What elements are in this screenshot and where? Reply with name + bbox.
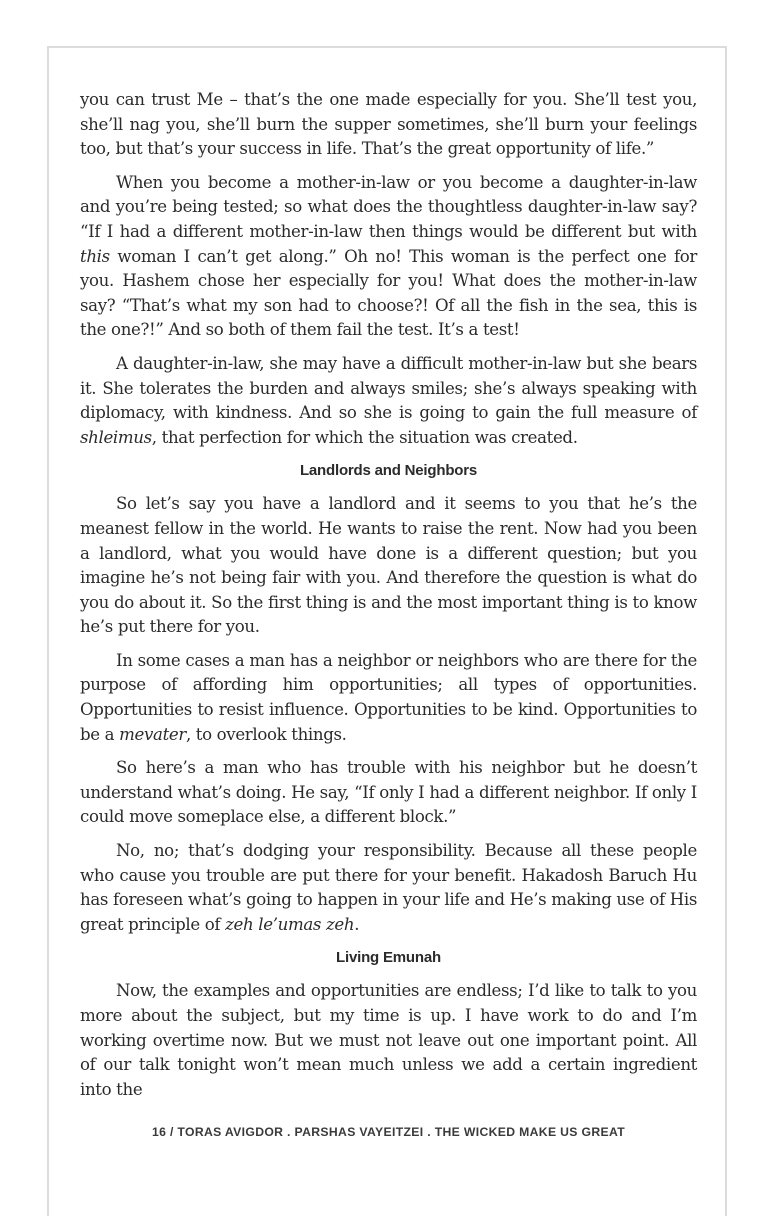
paragraph: [80, 88, 697, 162]
text-run: A daughter-in-law, she may have a difficult mother-in-law but she bears it. She tolerates the burden and always smiles; she’s always speaking with diplomacy, with kindness. And so she is going to gain the full measure of: [80, 353, 697, 423]
text-run: .: [354, 914, 360, 934]
paragraph: [80, 352, 697, 450]
section-landlords: [80, 492, 697, 937]
paragraph: [80, 649, 697, 747]
text-run: , that perfection for which the situation was created.: [151, 427, 578, 447]
text-run: , to overlook things.: [185, 724, 347, 744]
italic-term: shleimus: [80, 427, 152, 447]
paragraph: [80, 171, 697, 343]
italic-term: this: [80, 246, 110, 266]
text-run: When you become a mother-in-law or you become a daughter-in-law and you’re being tested; so what does the thoughtless daughter-in-law say? “If I had a different mother-in-law then things would be different but with: [80, 172, 697, 241]
section-heading-living-emunah: Living Emunah: [336, 949, 441, 967]
italic-term: zeh le’umas zeh: [225, 914, 355, 934]
paragraph: [80, 492, 697, 640]
italic-term: mevater: [119, 724, 186, 744]
text-run: you can trust Me – that’s the one made especially for you. She’ll test you, she’ll nag you, she’ll burn the supper sometimes, she’ll burn your feelings too, but that’s your success in life. That’s the great opportunity of life.”: [80, 90, 697, 159]
section-heading-landlords: Landlords and Neighbors: [299, 462, 478, 480]
text-run: So let’s say you have a landlord and it seems to you that he’s the meanest fellow in the world. He wants to raise the rent. Now had you been a landlord, what you would have done is a different question; but you imagine he’s not being fair with you. And therefore the question is what do you do about it. So the first thing is and the most important thing is to know he’s put there for you.: [80, 494, 697, 637]
section-intro: [80, 88, 697, 450]
paragraph: [80, 839, 697, 937]
text-run: Now, the examples and opportunities are endless; I’d like to talk to you more about the subject, but my time is up. I have work to do and I’m working overtime now. But we must not leave out one important point. All of our talk tonight won’t mean much unless we add a certain ingredient into the: [80, 981, 697, 1099]
text-run: In some cases a man has a neighbor or neighbors who are there for the purpose of affording him opportunities; all types of opportunities. Opportunities to resist influence. Opportunities to be kind. Opportunities to be a: [80, 650, 697, 744]
paragraph: [80, 756, 697, 830]
section-living-emunah: [80, 979, 697, 1102]
page-footer: 16 / TORAS AVIGDOR . PARSHAS VAYEITZEI . THE WICKED MAKE US GREAT: [151, 1125, 626, 1139]
paragraph: [80, 979, 697, 1102]
text-run: woman I can’t get along.” Oh no! This woman is the perfect one for you. Hashem chose her especially for you! What does the mother-in-law say? “That’s what my son had to choose?! Of all the fish in the sea, this is the one?!” And so both of them fail the test. It’s a test!: [80, 246, 697, 340]
text-run: So here’s a man who has trouble with his neighbor but he doesn’t understand what’s doing. He say, “If only I had a different neighbor. If only I could move someplace else, a different block.”: [80, 758, 697, 827]
page-content: [80, 88, 697, 1111]
text-run: No, no; that’s dodging your responsibility. Because all these people who cause you trouble are put there for your benefit. Hakadosh Baruch Hu has foreseen what’s going to happen in your life and He’s making use of His great principle of: [80, 841, 697, 934]
